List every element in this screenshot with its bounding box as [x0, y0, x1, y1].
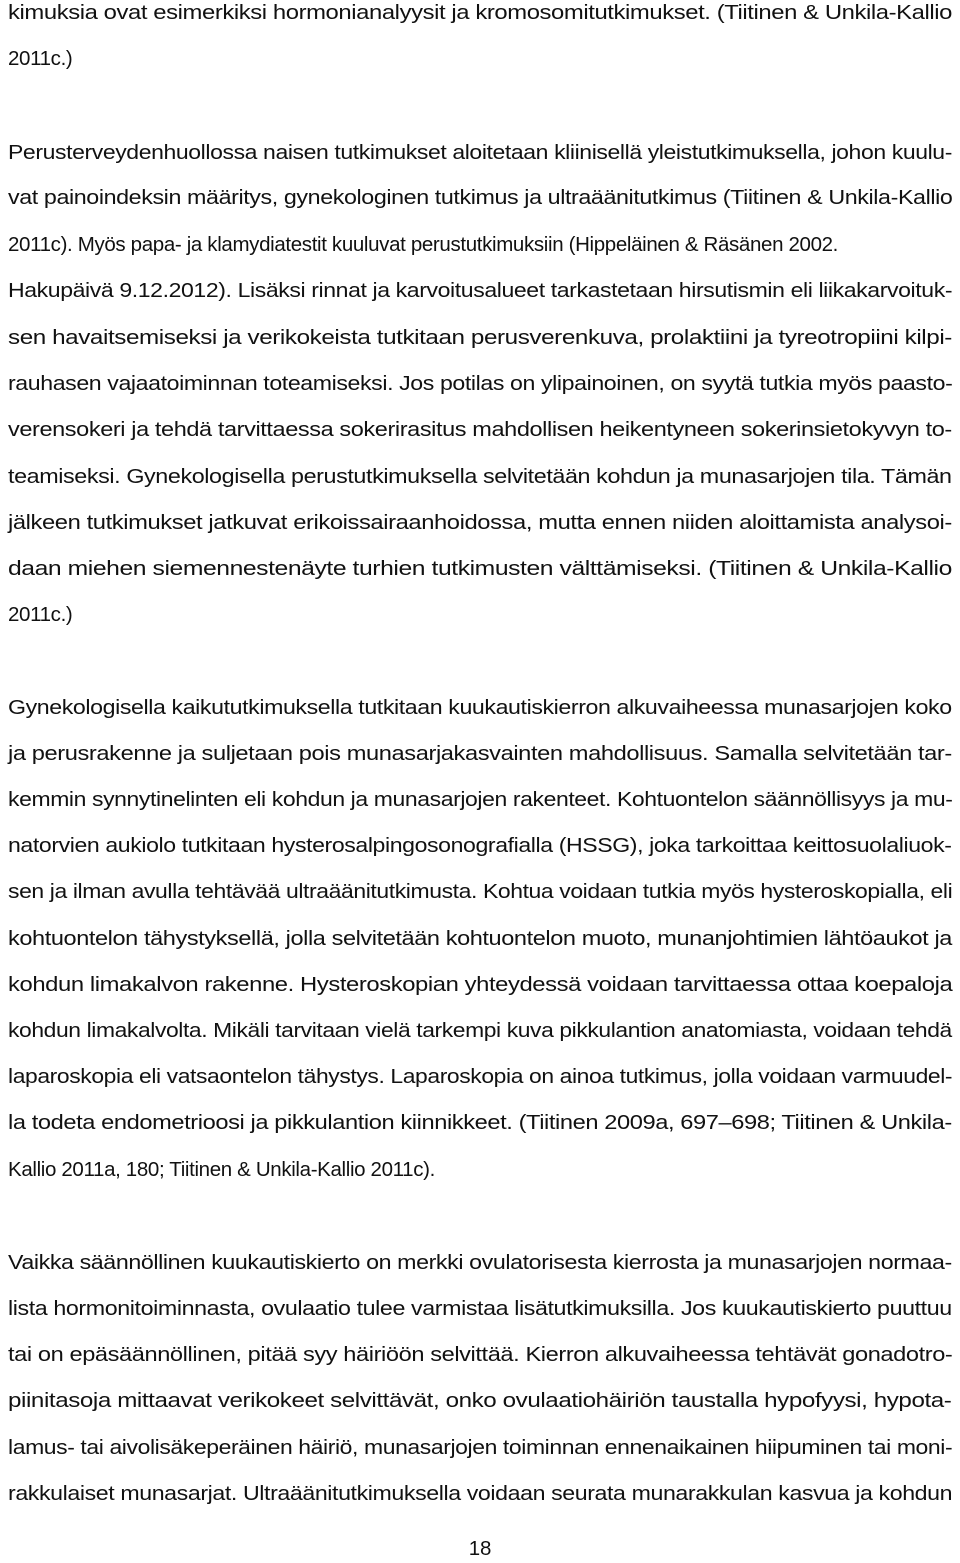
body-text-line: lamus- tai aivolisäkeperäinen häiriö, munasarjojen toiminnan ennenaikainen hiipuminen tai moni- — [8, 1436, 953, 1459]
body-text-line: kemmin synnytinelinten eli kohdun ja munasarjojen rakenteet. Kohtuontelon säännöllisyys ja mu- — [8, 788, 953, 811]
body-text-line: piinitasoja mittaavat verikokeet selvittävät, onko ovulaatiohäiriön taustalla hypofyysi, hypota- — [8, 1389, 952, 1412]
body-text-line: daan miehen siemennestenäyte turhien tutkimusten välttämiseksi. (Tiitinen & Unkila-Kallio — [8, 557, 952, 580]
body-text-line: verensokeri ja tehdä tarvittaessa sokerirasitus mahdollisen heikentyneen sokerinsietokyvyn to- — [8, 418, 952, 441]
body-text-line: kimuksia ovat esimerkiksi hormonianalyysit ja kromosomitutkimukset. (Tiitinen & Unkila-Kallio — [8, 1, 953, 24]
body-text-line: Vaikka säännöllinen kuukautiskierto on merkki ovulatorisesta kierrosta ja munasarjojen normaa- — [8, 1251, 952, 1274]
body-text-line: Hakupäivä 9.12.2012). Lisäksi rinnat ja karvoitusalueet tarkastetaan hirsutismin eli liikakarvoituk- — [8, 279, 953, 302]
body-text-line: sen ja ilman avulla tehtävää ultraäänitutkimusta. Kohtua voidaan tutkia myös hysteroskopialla, eli — [8, 880, 953, 903]
body-text-line: kohdun limakalvolta. Mikäli tarvitaan vielä tarkempi kuva pikkulantion anatomiasta, voidaan tehdä — [8, 1019, 952, 1042]
body-text-line: lista hormonitoiminnasta, ovulaatio tulee varmistaa lisätutkimuksilla. Jos kuukautiskierto puuttuu — [8, 1297, 952, 1320]
body-text-line: la todeta endometrioosi ja pikkulantion kiinnikkeet. (Tiitinen 2009a, 697–698; Tiitinen & Unkila- — [8, 1111, 952, 1134]
body-text-line: teamiseksi. Gynekologisella perustutkimuksella selvitetään kohdun ja munasarjojen tila. Tämän — [8, 465, 952, 488]
body-text-line: tai on epäsäännöllinen, pitää syy häiriöön selvittää. Kierron alkuvaiheessa tehtävät gonadotro- — [8, 1343, 953, 1366]
body-text-line: Gynekologisella kaikututkimuksella tutkitaan kuukautiskierron alkuvaiheessa munasarjojen koko — [8, 696, 952, 719]
body-text-line: 2011c). Myös papa- ja klamydiatestit kuuluvat perustutkimuksiin (Hippeläinen & Räsänen 2002. — [8, 233, 839, 256]
body-text-line: ja perusrakenne ja suljetaan pois munasarjakasvainten mahdollisuus. Samalla selvitetään tar- — [8, 742, 952, 765]
body-text-line: rakkulaiset munasarjat. Ultraäänitutkimuksella voidaan seurata munarakkulan kasvua ja kohdun — [8, 1482, 953, 1505]
body-text-line: 2011c.) — [8, 47, 73, 70]
body-text-line: sen havaitsemiseksi ja verikokeista tutkitaan perusverenkuva, prolaktiini ja tyreotropiini kilpi- — [8, 326, 952, 349]
body-text-line: kohtuontelon tähystyksellä, jolla selvitetään kohtuontelon muoto, munanjohtimien lähtöaukot ja — [8, 927, 952, 950]
body-text-line: vat painoindeksin määritys, gynekologinen tutkimus ja ultraäänitutkimus (Tiitinen & Unkila-Kallio — [8, 186, 953, 209]
body-text-line: Perusterveydenhuollossa naisen tutkimukset aloitetaan kliinisellä yleistutkimuksella, johon kuulu- — [8, 141, 952, 164]
page-number: 18 — [468, 1537, 492, 1560]
body-text-line: jälkeen tutkimukset jatkuvat erikoissairaanhoidossa, mutta ennen niiden aloittamista analysoi- — [8, 511, 952, 534]
body-text-line: rauhasen vajaatoiminnan toteamiseksi. Jos potilas on ylipainoinen, on syytä tutkia myös paasto- — [8, 372, 953, 395]
body-text-line: kohdun limakalvon rakenne. Hysteroskopian yhteydessä voidaan tarvittaessa ottaa koepaloja — [8, 973, 953, 996]
body-text-line: 2011c.) — [8, 603, 73, 626]
body-text-line: natorvien aukiolo tutkitaan hysterosalpingosonografialla (HSSG), joka tarkoittaa keittosuolaliuok- — [8, 834, 952, 857]
body-text-line: laparoskopia eli vatsaontelon tähystys. Laparoskopia on ainoa tutkimus, jolla voidaan varmuudel- — [8, 1065, 953, 1088]
body-text-line: Kallio 2011a, 180; Tiitinen & Unkila-Kallio 2011c). — [8, 1158, 435, 1181]
